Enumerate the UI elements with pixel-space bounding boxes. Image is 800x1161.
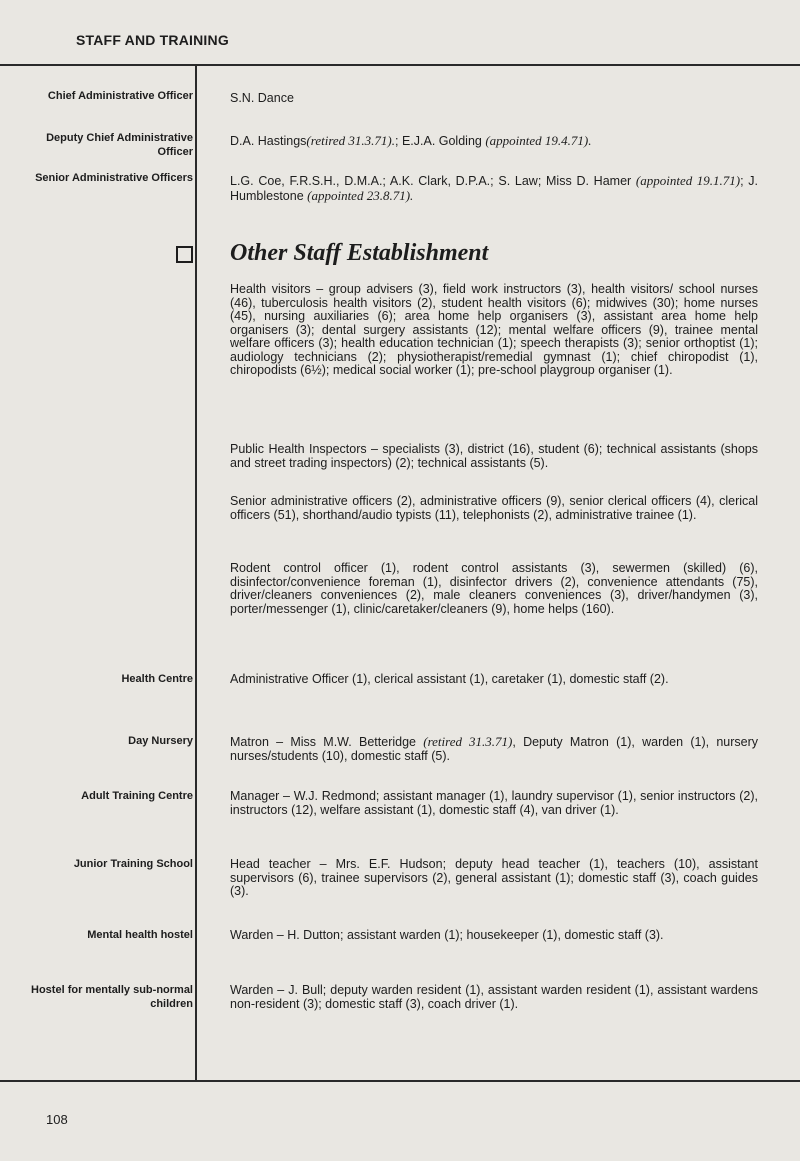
unit-text-adult-training: Manager – W.J. Redmond; assistant manager (1), laundry supervisor (1), senior instructors (2), instructors (12), welfare assistant (1), domestic staff (4), van driver (1). xyxy=(230,789,758,817)
staff-paragraph-inspectors: Public Health Inspectors – specialists (3), district (16), student (6); technical assistants (shops and street trading inspectors) (2); technical assistants (5). xyxy=(230,442,758,470)
unit-label-mental-health-hostel: Mental health hostel xyxy=(87,929,193,941)
staff-paragraph-health: Health visitors – group advisers (3), field work instructors (3), health visitors/ school nurses (46), tuberculosis health visitors (2), student health visitors (6); midwives (30); home nurses (45), nursing auxiliaries (6); area home help organisers (3), assistant area home help organisers (3); dental surgery assistants (12); mental welfare officers (9), trainee mental welfare officers (3); health education technician (1); speech therapists (3); senior orthoptist (1); audiology technicians (2); physiotherapist/remedial gymnast (1); chief chiropodist (1), chiropodists (6½); medical social worker (1); pre-school playgroup organiser (1). xyxy=(230,282,758,377)
officer-text-deputy: D.A. Hastings(retired 31.3.71).; E.J.A. Golding (appointed 19.4.71). xyxy=(230,133,592,148)
checkbox-icon xyxy=(176,246,193,263)
bottom-rule xyxy=(0,1080,800,1082)
column-divider xyxy=(195,64,197,1082)
unit-label-day-nursery: Day Nursery xyxy=(128,735,193,747)
officer-label-senior: Senior Administrative Officers xyxy=(35,172,193,184)
staff-paragraph-administrative: Senior administrative officers (2), administrative officers (9), senior clerical officers (4), clerical officers (51), shorthand/audio typists (11), telephonists (2), administrative trainee (1). xyxy=(230,494,758,522)
unit-text-junior-training: Head teacher – Mrs. E.F. Hudson; deputy head teacher (1), teachers (10), assistant supervisors (6), trainee supervisors (2), general assistant (1); domestic staff (3), coach guides (3). xyxy=(230,857,758,898)
unit-text-mental-health-hostel: Warden – H. Dutton; assistant warden (1); housekeeper (1), domestic staff (3). xyxy=(230,928,664,942)
unit-text-hostel-children: Warden – J. Bull; deputy warden resident (1), assistant warden resident (1), assistant wardens non-resident (3); domestic staff (3), coach driver (1). xyxy=(230,983,758,1011)
unit-label-adult-training: Adult Training Centre xyxy=(81,790,193,802)
officer-text-chief: S.N. Dance xyxy=(230,91,294,105)
page-header: STAFF AND TRAINING xyxy=(76,32,229,48)
officer-label-chief: Chief Administrative Officer xyxy=(47,90,193,102)
section-title: Other Staff Establishment xyxy=(230,240,489,266)
officer-label-deputy: Deputy Chief Administrative Officer xyxy=(46,132,193,158)
top-rule xyxy=(0,64,800,66)
unit-label-hostel-children: Hostel for mentally sub-normal children xyxy=(31,984,193,1010)
unit-label-junior-training: Junior Training School xyxy=(73,858,193,870)
staff-paragraph-rodent-control: Rodent control officer (1), rodent control assistants (3), sewermen (skilled) (6), disinfector/convenience foreman (1), disinfector drivers (2), convenience attendants (75), driver/cleaners conveniences (2), male cleaners conveniences (3), driver/handymen (3), porter/messenger (1), clinic/caretaker/cleaners (9), home helps (160). xyxy=(230,561,758,616)
page-number: 108 xyxy=(46,1112,68,1127)
officer-text-senior: L.G. Coe, F.R.S.H., D.M.A.; A.K. Clark, D.P.A.; S. Law; Miss D. Hamer (appointed 19.1.71); J. Humblestone (appointed 23.8.71). xyxy=(230,173,759,203)
unit-text-health-centre: Administrative Officer (1), clerical assistant (1), caretaker (1), domestic staff (2). xyxy=(230,672,669,686)
unit-text-day-nursery: Matron – Miss M.W. Betteridge (retired 31.3.71), Deputy Matron (1), warden (1), nursery nurses/students (10), domestic staff (5). xyxy=(230,734,759,763)
unit-label-health-centre: Health Centre xyxy=(121,673,193,685)
